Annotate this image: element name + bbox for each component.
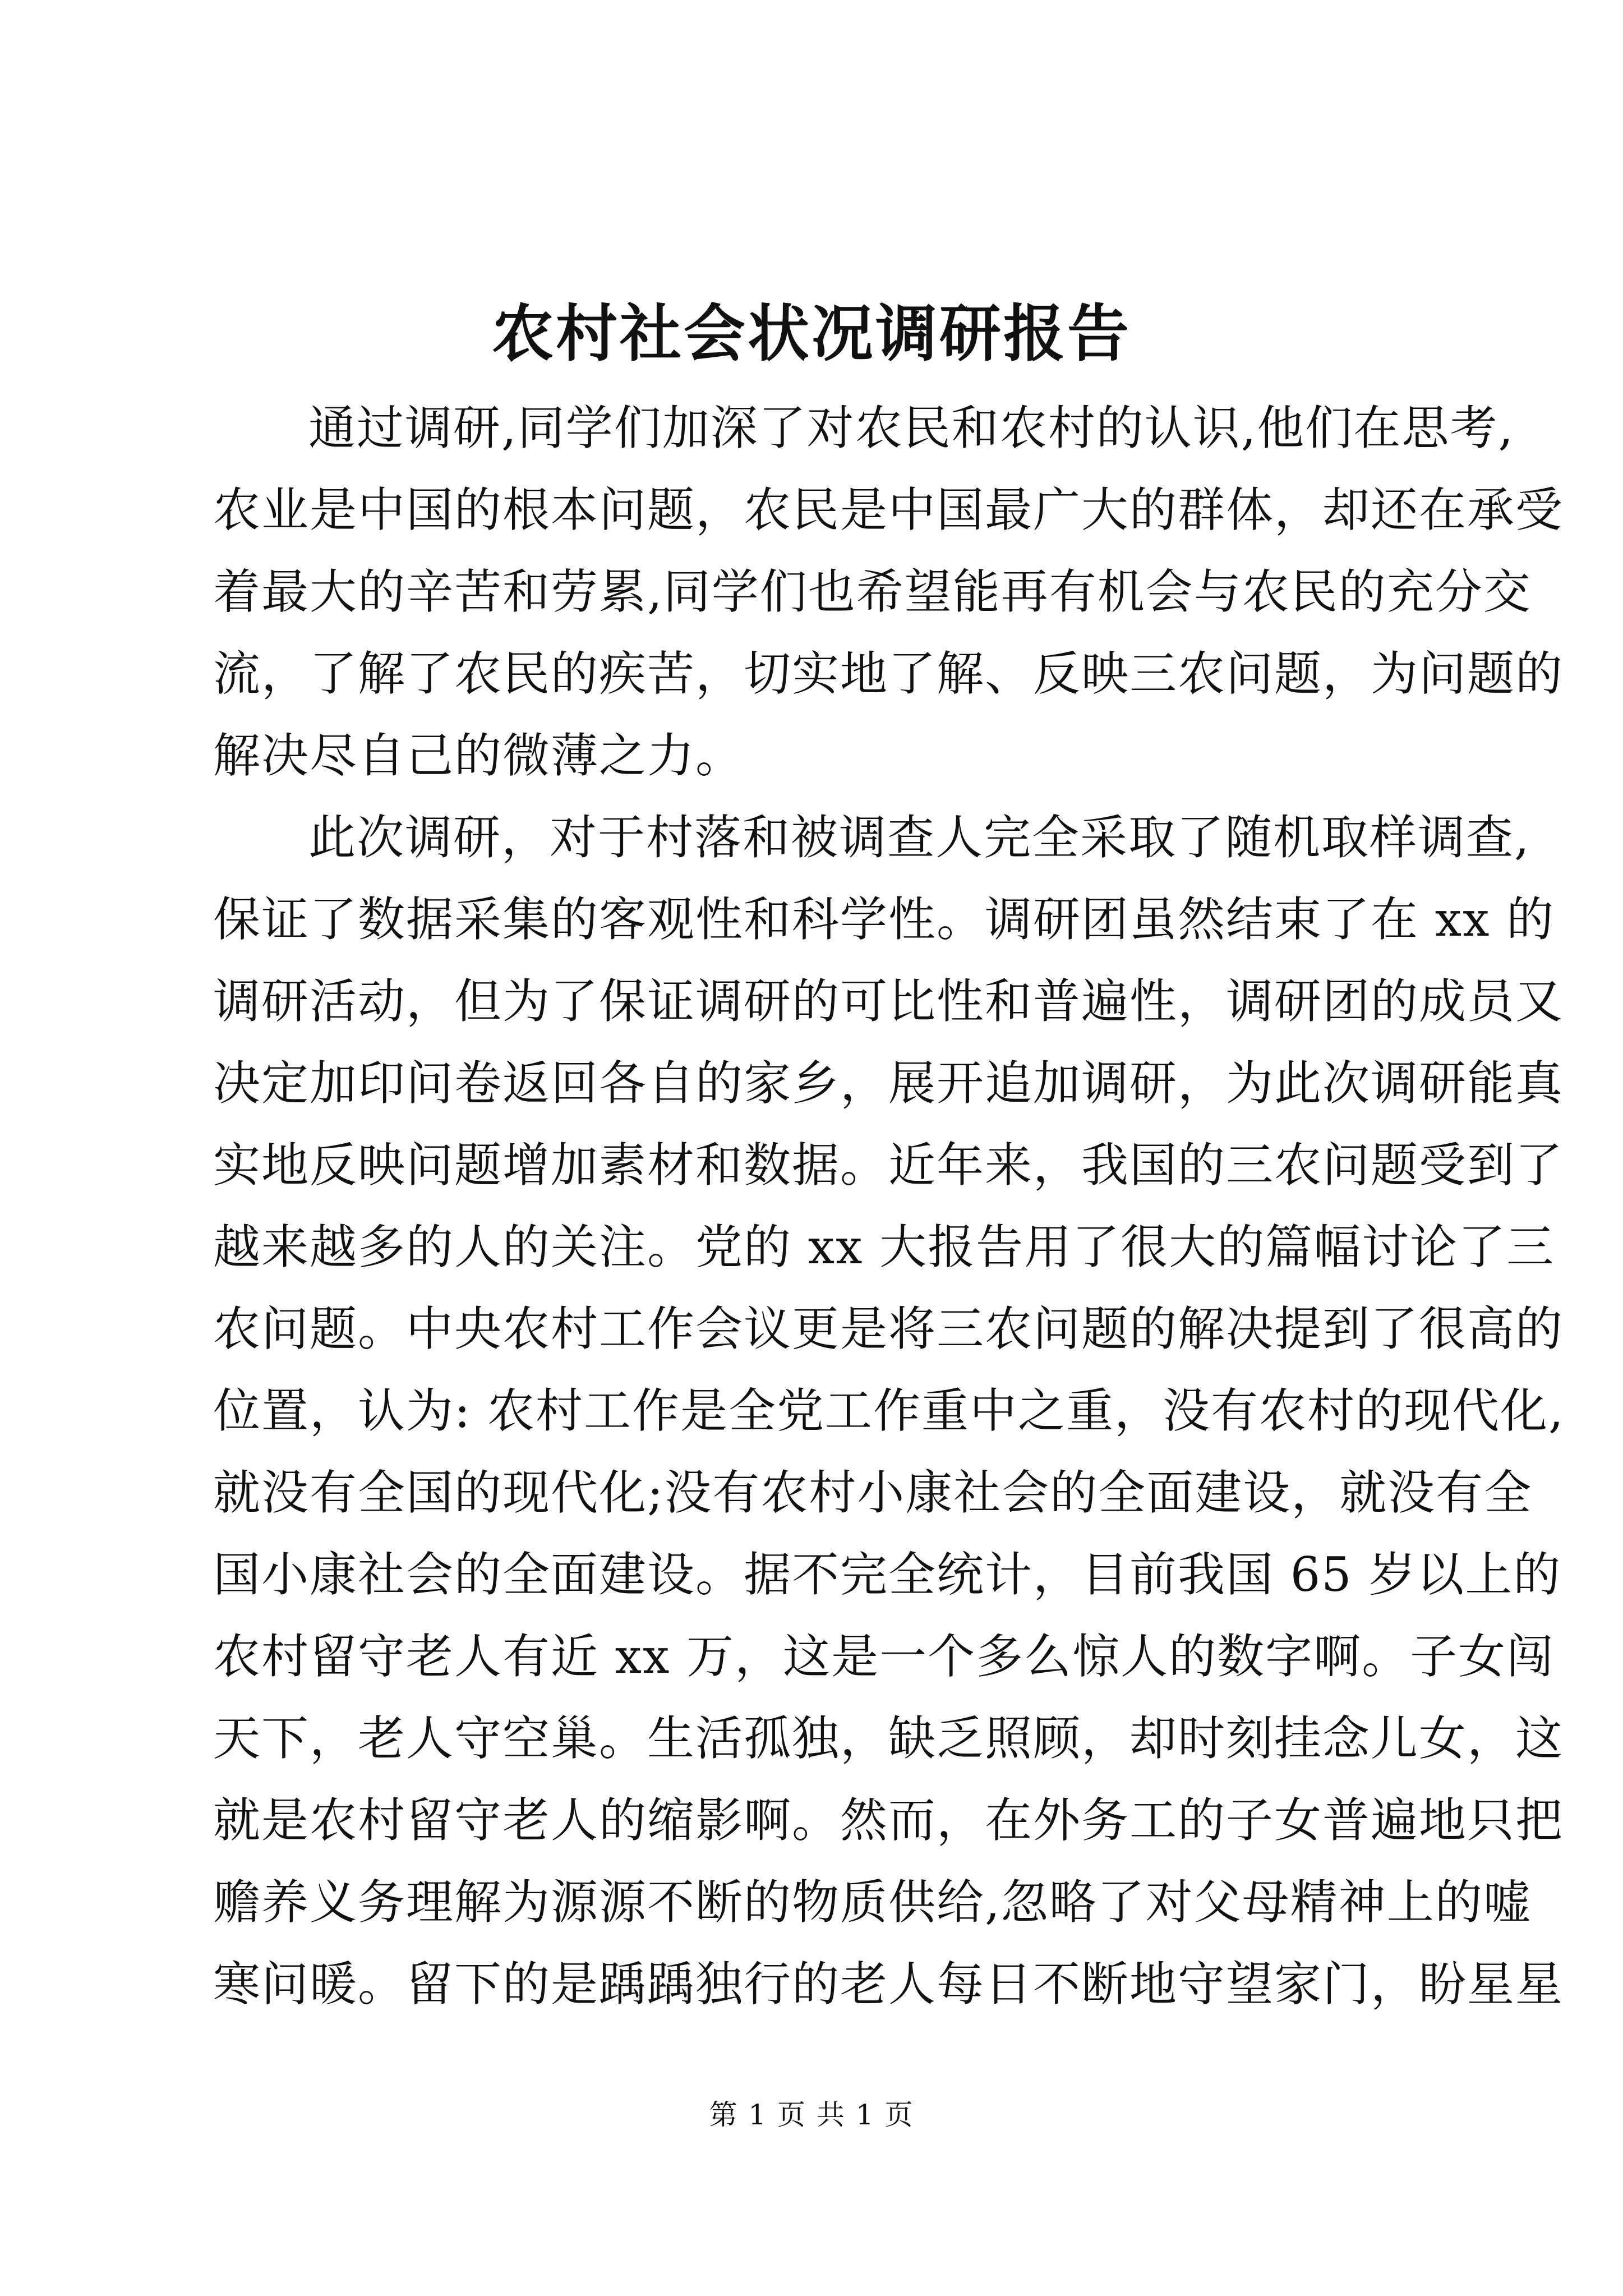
body-line: 实地反映问题增加素材和数据。近年来，我国的三农问题受到了 xyxy=(213,1138,1564,1193)
body-line: 就没有全国的现代化;没有农村小康社会的全面建设，就没有全 xyxy=(213,1465,1533,1520)
body-line: 解决尽自己的微薄之力。 xyxy=(213,728,744,783)
body-line: 寒问暖。留下的是踽踽独行的老人每日不断地守望家门，盼星星 xyxy=(213,1957,1564,2012)
body-line: 国小康社会的全面建设。据不完全统计，目前我国 65 岁以上的 xyxy=(213,1547,1562,1602)
body-line: 决定加印问卷返回各自的家乡，展开追加调研，为此次调研能真 xyxy=(213,1056,1564,1111)
body-line: 农问题。中央农村工作会议更是将三农问题的解决提到了很高的 xyxy=(213,1301,1564,1356)
body-line: 赡养义务理解为源源不断的物质供给,忽略了对父母精神上的嘘 xyxy=(213,1875,1532,1930)
document-title: 农村社会状况调研报告 xyxy=(492,297,1131,370)
body-line: 就是农村留守老人的缩影啊。然而，在外务工的子女普遍地只把 xyxy=(213,1793,1564,1848)
body-line: 农业是中国的根本问题，农民是中国最广大的群体，却还在承受 xyxy=(213,482,1564,537)
body-line: 越来越多的人的关注。党的 xx 大报告用了很大的篇幅讨论了三 xyxy=(213,1220,1555,1274)
body-line: 通过调研,同学们加深了对农民和农村的认识,他们在思考, xyxy=(308,401,1515,455)
body-line: 位置，认为: 农村工作是全党工作重中之重，没有农村的现代化, xyxy=(213,1383,1565,1438)
body-line: 着最大的辛苦和劳累,同学们也希望能再有机会与农民的充分交 xyxy=(213,564,1532,619)
body-line: 天下，老人守空巢。生活孤独，缺乏照顾，却时刻挂念儿女，这 xyxy=(213,1711,1564,1766)
page-footer: 第 1 页 共 1 页 xyxy=(709,2099,914,2131)
body-line: 调研活动，但为了保证调研的可比性和普遍性，调研团的成员又 xyxy=(213,974,1564,1029)
body-line: 流，了解了农民的疾苦，切实地了解、反映三农问题，为问题的 xyxy=(213,646,1564,701)
body-line: 农村留守老人有近 xx 万，这是一个多么惊人的数字啊。子女闯 xyxy=(213,1629,1555,1684)
document-body xyxy=(213,387,1565,2025)
body-line: 保证了数据采集的客观性和科学性。调研团虽然结束了在 xx 的 xyxy=(213,892,1555,947)
body-line: 此次调研，对于村落和被调查人完全采取了随机取样调查, xyxy=(308,810,1530,865)
